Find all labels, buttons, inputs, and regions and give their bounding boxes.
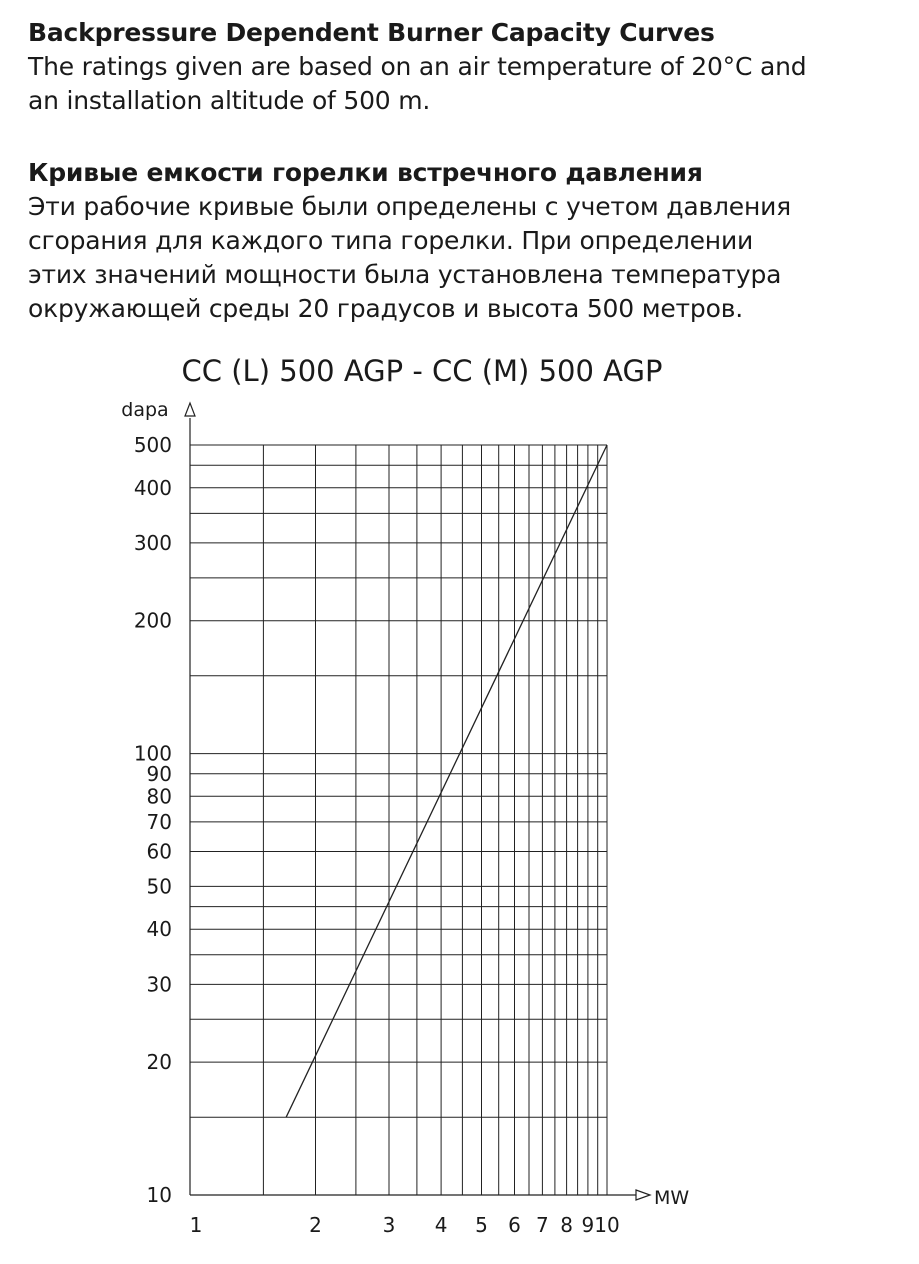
x-tick-label: 5 <box>475 1213 488 1237</box>
chart-title: CC (L) 500 AGP - CC (M) 500 AGP <box>181 354 663 388</box>
y-tick-label: 60 <box>146 839 172 864</box>
x-tick-label: 7 <box>536 1213 549 1237</box>
grid <box>190 445 607 1195</box>
russian-line-2: сгорания для каждого типа горелки. При определении <box>28 226 754 255</box>
x-tick-label: 8 <box>560 1213 573 1237</box>
y-tick-label: 80 <box>146 784 172 809</box>
x-axis-arrow-icon <box>636 1190 650 1200</box>
y-tick-label: 40 <box>146 917 172 942</box>
russian-heading: Кривые емкости горелки встречного давления <box>28 158 703 187</box>
russian-line-4: окружающей среды 20 градусов и высота 500 метров. <box>28 294 743 323</box>
y-axis-label: dapa <box>121 399 169 421</box>
y-tick-label: 50 <box>146 874 172 899</box>
capacity-curve-line <box>286 445 607 1117</box>
y-tick-label: 400 <box>133 475 172 500</box>
y-tick-label: 20 <box>146 1050 172 1075</box>
series <box>286 445 607 1117</box>
y-tick-label: 70 <box>146 809 172 834</box>
y-tick-label: 30 <box>146 972 172 997</box>
y-tick-label: 500 <box>133 433 172 457</box>
russian-line-3: этих значений мощности была установлена температура <box>28 260 782 289</box>
axes <box>185 403 650 1200</box>
russian-line-1: Эти рабочие кривые были определены с учетом давления <box>28 192 791 221</box>
english-line-1: The ratings given are based on an air temperature of 20°C and <box>28 52 807 81</box>
x-tick-label: 4 <box>434 1213 448 1237</box>
x-tick-label: 3 <box>382 1213 396 1237</box>
y-tick-label: 300 <box>133 530 172 555</box>
english-heading: Backpressure Dependent Burner Capacity Curves <box>28 18 715 47</box>
english-line-2: an installation altitude of 500 m. <box>28 86 431 115</box>
y-tick-label: 10 <box>146 1183 172 1207</box>
x-tick-label: 6 <box>508 1213 521 1237</box>
x-tick-label: 9 <box>581 1213 595 1237</box>
y-tick-label: 100 <box>133 741 172 766</box>
y-tick-label: 200 <box>133 608 172 633</box>
x-tick-label: 2 <box>309 1213 322 1237</box>
x-axis-label: MW <box>654 1187 690 1209</box>
y-axis-arrow-icon <box>185 403 195 416</box>
x-tick-label: 1 <box>189 1213 203 1237</box>
tick-labels <box>134 433 620 1237</box>
y-tick-label: 90 <box>146 761 172 786</box>
x-tick-label: 10 <box>594 1213 620 1237</box>
